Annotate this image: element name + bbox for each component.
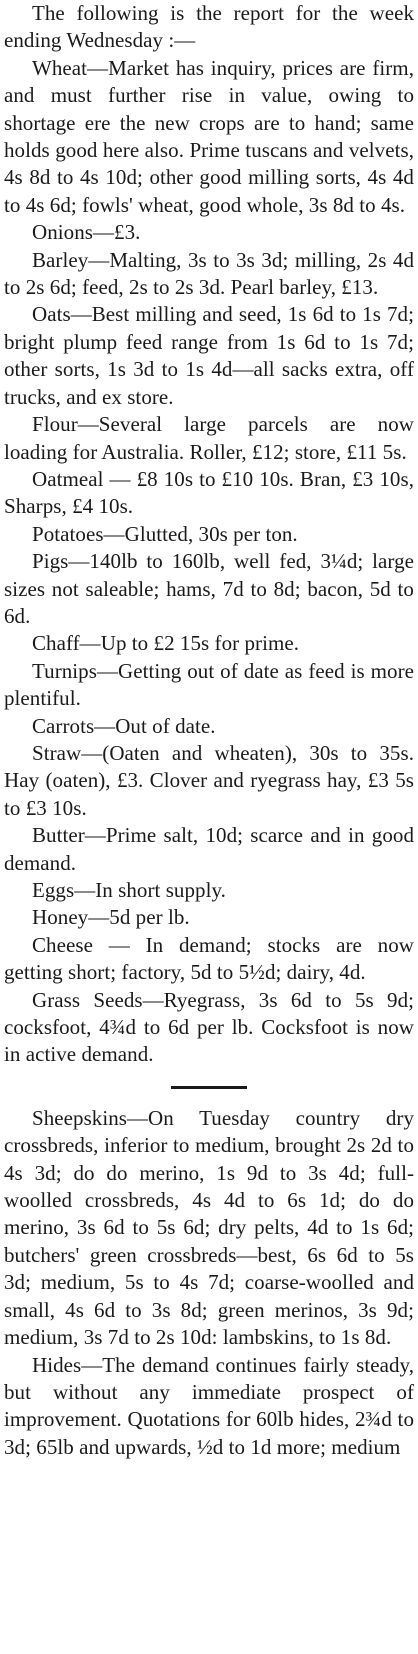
report-intro: The following is the report for the week ending Wednesday :— <box>4 1 414 53</box>
eggs-paragraph: Eggs—In short supply. <box>32 878 226 902</box>
wheat-paragraph: Wheat—Market has inquiry, prices are firm, and must further rise in value, owing to shortage ere the new crops are to hand; same holds good here also. Prime tuscans and velvets, 4s 8d to 4s 10d; other good milling sorts, 4s 4d to 4s 6d; fowls' wheat, good whole, 3s 8d to 4s. <box>4 55 414 217</box>
cheese-paragraph: Cheese — In demand; stocks are now getting short; factory, 5d to 5½d; dairy, 4d. <box>4 932 414 985</box>
hides-paragraph: Hides—The demand continues fairly steady, but without any immediate prospect of improvement. Quotations for 60lb hides, 2¾d to 3d; 65lb and upwards, ½d to 1d more; medium <box>4 1352 414 1459</box>
sheepskins-paragraph: Sheepskins—On Tuesday country dry crossbreds, inferior to medium, brought 2s 2d to 4s 3d; do do merino, 1s 9d to 3s 4d; full-woolled crossbreds, 4s 4d to 6s 1d; do do merino, 3s 6d to 5s 6d; dry pelts, 4d to 1s 6d; butchers' green crossbreds—best, 6s 6d to 5s 3d; medium, 5s to 4s 7d; coarse-woolled and small, 4s 6d to 3s 8d; green merinos, 3s 9d; medium, 3s 7d to 2s 10d: lambskins, to 1s 8d. <box>4 1105 414 1350</box>
flour-paragraph: Flour—Several large parcels are now loading for Australia. Roller, £12; store, £11 5s. <box>4 412 414 464</box>
barley-paragraph: Barley—Malting, 3s to 3s 3d; milling, 2s 4d to 2s 6d; feed, 2s to 2s 3d. Pearl barley, £13. <box>4 247 414 300</box>
turnips-paragraph: Turnips—Getting out of date as feed is more plentiful. <box>4 658 414 711</box>
oats-paragraph: Oats—Best milling and seed, 1s 6d to 1s 7d; bright plump feed range from 1s 6d to 1s 7d; other sorts, 1s 3d to 1s 4d—all sacks extra, off trucks, and ex store. <box>4 302 414 409</box>
section-divider <box>171 1086 247 1089</box>
pigs-paragraph: Pigs—140lb to 160lb, well fed, 3¼d; large sizes not saleable; hams, 7d to 8d; bacon, 5d to 6d. <box>4 549 414 628</box>
chaff-paragraph: Chaff—Up to £2 15s for prime. <box>32 631 300 656</box>
grass-seeds-paragraph: Grass Seeds—Ryegrass, 3s 6d to 5s 9d; cocksfoot, 4¾d to 6d per lb. Cocksfoot is now in active demand. <box>4 987 414 1067</box>
potatoes-paragraph: Potatoes—Glutted, 30s per ton. <box>32 521 298 546</box>
onions-paragraph: Onions—£3. <box>32 220 141 245</box>
butter-paragraph: Butter—Prime salt, 10d; scarce and in good demand. <box>4 823 414 875</box>
carrots-paragraph: Carrots—Out of date. <box>32 713 216 738</box>
oatmeal-paragraph: Oatmeal — £8 10s to £10 10s. Bran, £3 10s, Sharps, £4 10s. <box>4 466 414 519</box>
straw-paragraph: Straw—(Oaten and wheaten), 30s to 35s. Hay (oaten), £3. Clover and ryegrass hay, £3 5s to £3 10s. <box>4 740 414 820</box>
honey-paragraph: Honey—5d per lb. <box>32 905 190 930</box>
